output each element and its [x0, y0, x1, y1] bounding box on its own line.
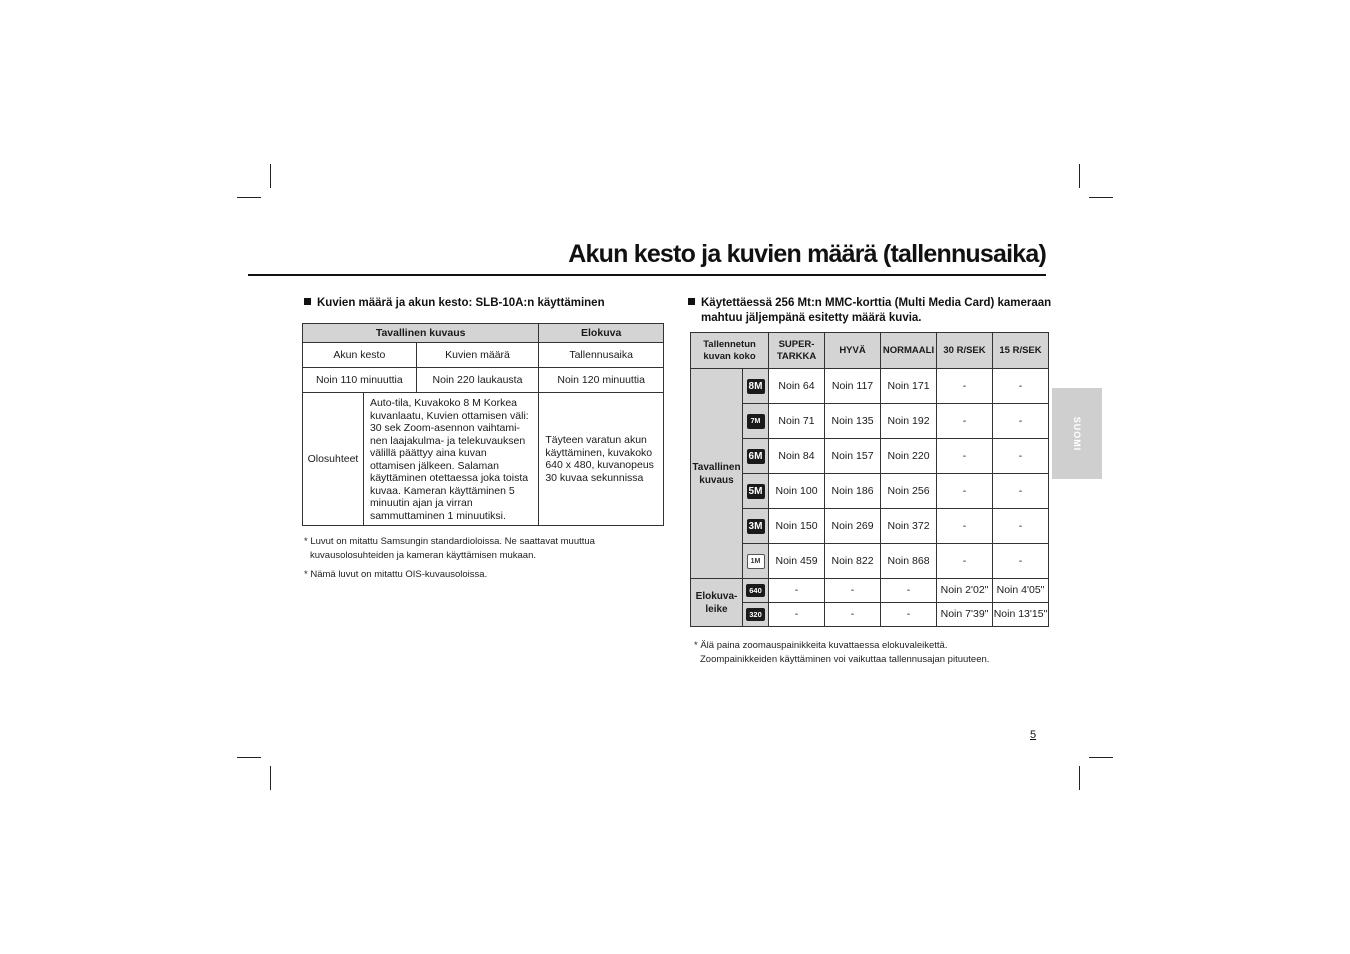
- crop-mark: [1089, 197, 1113, 198]
- crop-mark: [270, 164, 271, 188]
- cell-normaali: -: [881, 579, 937, 603]
- right-heading-text: Käytettäessä 256 Mt:n MMC-korttia (Multi Media Card) kameraan mahtuu jäljempänä esitetty määrä kuvia.: [701, 297, 1052, 324]
- cell-hyva: Noin 117: [825, 369, 881, 404]
- cell-30fps: -: [937, 439, 993, 474]
- bullet-icon: [688, 298, 695, 305]
- right-section-heading: [688, 296, 1061, 325]
- right-notes: [694, 639, 1034, 667]
- note: Zoompainikkeiden käyttäminen voi vaikuttaa tallennusajan pituuteen.: [700, 654, 990, 665]
- cell-normaali: Noin 171: [881, 369, 937, 404]
- crop-mark: [1089, 757, 1113, 758]
- bullet-icon: [304, 298, 311, 305]
- left-section-heading: [304, 296, 664, 311]
- cell-30fps: Noin 7'39": [937, 603, 993, 627]
- value-battery: Noin 110 minuuttia: [303, 368, 417, 393]
- col-header-count: Kuvien määrä: [416, 343, 539, 368]
- header-size: Tallennetun kuvan koko: [691, 333, 769, 369]
- table-row: [691, 404, 1049, 439]
- language-tab-label: SUOMI: [1072, 416, 1082, 451]
- cell-super: -: [769, 579, 825, 603]
- cell-15fps: -: [993, 369, 1049, 404]
- cell-normaali: Noin 256: [881, 474, 937, 509]
- cell-30fps: -: [937, 474, 993, 509]
- cell-normaali: Noin 192: [881, 404, 937, 439]
- crop-mark: [1079, 164, 1080, 188]
- cell-hyva: -: [825, 603, 881, 627]
- still-label: Tavallinen kuvaus: [691, 369, 743, 579]
- value-count: Noin 220 laukausta: [416, 368, 539, 393]
- cell-super: Noin 84: [769, 439, 825, 474]
- table-row: [691, 603, 1049, 627]
- page-title: Akun kesto ja kuvien määrä (tallennusaika): [568, 240, 1046, 268]
- cell-hyva: Noin 186: [825, 474, 881, 509]
- table-row: [691, 579, 1049, 603]
- note: * Luvut on mitattu Samsungin standardioloissa. Ne saattavat muuttua kuvausolosuhteiden ja kameran käyttämisen mukaan.: [304, 536, 595, 561]
- crop-mark: [1079, 766, 1080, 790]
- movie-label: Elokuva-leike: [691, 579, 743, 627]
- size-6m-icon: 6M: [747, 449, 765, 464]
- cell-hyva: -: [825, 579, 881, 603]
- cell-30fps: -: [937, 404, 993, 439]
- cell-15fps: -: [993, 544, 1049, 579]
- cell-30fps: -: [937, 544, 993, 579]
- table-row: [691, 369, 1049, 404]
- table-row: [691, 474, 1049, 509]
- cell-super: Noin 150: [769, 509, 825, 544]
- cell-15fps: Noin 13'15": [993, 603, 1049, 627]
- left-notes: [304, 535, 614, 582]
- crop-mark: [270, 766, 271, 790]
- cell-normaali: Noin 220: [881, 439, 937, 474]
- header-normaali: NORMAALI: [881, 333, 937, 369]
- header-super: SUPER-TARKKA: [769, 333, 825, 369]
- cell-hyva: Noin 269: [825, 509, 881, 544]
- col-header-time: Tallennusaika: [539, 343, 664, 368]
- crop-mark: [237, 197, 261, 198]
- cell-15fps: -: [993, 404, 1049, 439]
- size-1m-icon: 1M: [747, 554, 765, 569]
- conditions-label: Olosuhteet: [303, 393, 364, 526]
- cell-15fps: -: [993, 439, 1049, 474]
- movie-320-icon: 320: [746, 608, 765, 621]
- table-row: [691, 509, 1049, 544]
- cell-super: -: [769, 603, 825, 627]
- size-7m-icon: 7M: [747, 414, 765, 429]
- group-header-still: Tavallinen kuvaus: [303, 324, 539, 343]
- conditions-movie: Täyteen varatun akun käyttäminen, kuvakoko 640 x 480, kuvanopeus 30 kuvaa sekunnissa: [539, 393, 664, 526]
- battery-table: [302, 323, 664, 526]
- cell-15fps: -: [993, 474, 1049, 509]
- size-8m-icon: 8M: [747, 379, 765, 394]
- size-5m-icon: 5M: [747, 484, 765, 499]
- cell-super: Noin 459: [769, 544, 825, 579]
- cell-15fps: -: [993, 509, 1049, 544]
- cell-15fps: Noin 4'05": [993, 579, 1049, 603]
- left-heading-text: Kuvien määrä ja akun kesto: SLB-10A:n käyttäminen: [317, 297, 605, 309]
- table-row: [691, 544, 1049, 579]
- capacity-table: [690, 332, 1049, 627]
- cell-hyva: Noin 157: [825, 439, 881, 474]
- crop-mark: [237, 757, 261, 758]
- cell-super: Noin 100: [769, 474, 825, 509]
- group-header-movie: Elokuva: [539, 324, 664, 343]
- movie-640-icon: 640: [746, 584, 765, 597]
- cell-30fps: Noin 2'02": [937, 579, 993, 603]
- header-hyva: HYVÄ: [825, 333, 881, 369]
- title-rule: [248, 274, 1046, 276]
- cell-super: Noin 71: [769, 404, 825, 439]
- col-header-battery: Akun kesto: [303, 343, 417, 368]
- value-time: Noin 120 minuuttia: [539, 368, 664, 393]
- cell-hyva: Noin 822: [825, 544, 881, 579]
- table-row: [691, 439, 1049, 474]
- cell-hyva: Noin 135: [825, 404, 881, 439]
- header-15fps: 15 R/SEK: [993, 333, 1049, 369]
- cell-normaali: -: [881, 603, 937, 627]
- cell-super: Noin 64: [769, 369, 825, 404]
- cell-30fps: -: [937, 369, 993, 404]
- size-3m-icon: 3M: [747, 519, 765, 534]
- header-30fps: 30 R/SEK: [937, 333, 993, 369]
- cell-normaali: Noin 372: [881, 509, 937, 544]
- cell-normaali: Noin 868: [881, 544, 937, 579]
- note: * Älä paina zoomauspainikkeita kuvattaessa elokuvaleikettä.: [694, 640, 948, 651]
- page-number: 5: [1030, 729, 1037, 741]
- note: * Nämä luvut on mitattu OIS-kuvausoloissa.: [304, 569, 488, 580]
- conditions-still: Auto-tila, Kuvakoko 8 M Korkea kuvanlaatu, Kuvien ottamisen väli: 30 sek Zoom-asennon vaihtami-nen laajakulma- ja telekuvauksen välillä päättyy aina kuvan ottamisen jälkeen. Salaman käyttäminen otettaessa joka toista kuvaa. Kameran käyttäminen 5 minuutin ajan ja virran sammuttaminen 1 minuutiksi.: [363, 393, 538, 526]
- language-tab: [1052, 388, 1102, 479]
- cell-30fps: -: [937, 509, 993, 544]
